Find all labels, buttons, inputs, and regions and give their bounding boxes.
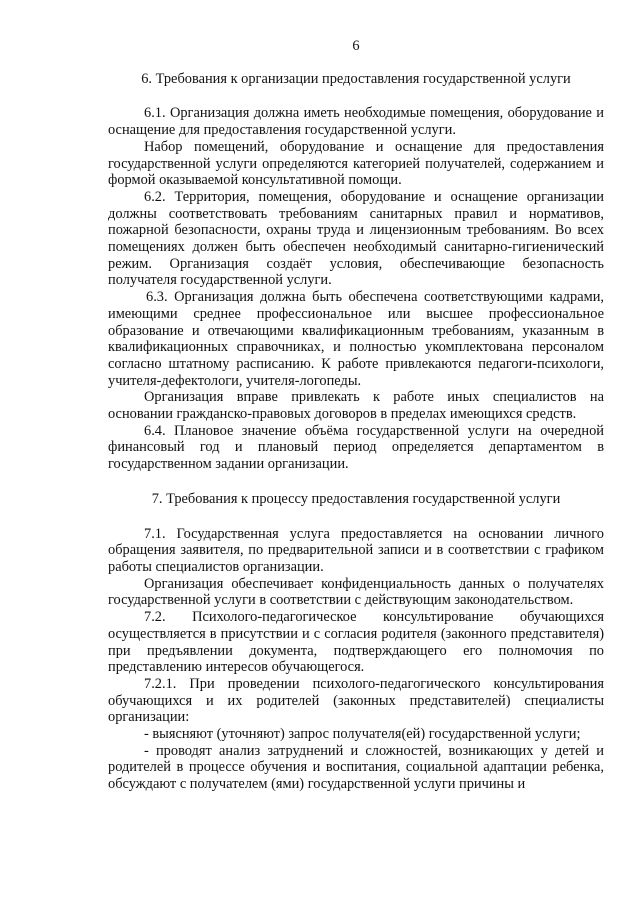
section-7-heading: 7. Требования к процессу предоставления государственной услуги (151, 490, 561, 507)
list-item-clarify-request: - выясняют (уточняют) запрос получателя(ей) государственной услуги; (144, 726, 581, 743)
page-number: 6 (352, 38, 360, 54)
paragraph-6-2: 6.2. Территория, помещения, оборудование и оснащение организации должны соответствовать требованиям санитарных правил и нормативов, пожарной безопасности, охраны труда и лицензионным требованиям. Во всех помещениях должен быть обеспечен необходимый санитарно-гигиенический режим. Организация создаёт условия, обеспечивающие безопасность получателя государственной услуги. (108, 188, 604, 289)
section-6-heading: 6. Требования к организации предоставления государственной услуги (141, 70, 571, 87)
paragraph-7-1-b: Организация обеспечивает конфиденциальность данных о получателях государственной услуги в соответствии с действующим законодательством. (108, 575, 604, 609)
paragraph-7-2-1: 7.2.1. При проведении психолого-педагогического консультирования обучающихся и их родителей (законных представителей) специалисты организации: (108, 675, 604, 726)
paragraph-7-1: 7.1. Государственная услуга предоставляется на основании личного обращения заявителя, по предварительной записи и в соответствии с графиком работы специалистов организации. (108, 525, 604, 575)
section-spacer (108, 473, 604, 491)
paragraph-6-1-b: Набор помещений, оборудование и оснащение для предоставления государственной услуги определяются категорией получателей, содержанием и формой оказываемой консультативной помощи. (108, 138, 604, 189)
paragraph-7-2: 7.2. Психолого-педагогическое консультирование обучающихся осуществляется в присутствии и с согласия родителя (законного представителя) при предъявлении документа, подтверждающего его полномочия по представлению интересов обучающегося. (108, 609, 604, 676)
paragraph-6-4: 6.4. Плановое значение объёма государственной услуги на очередной финансовый год и плановый период определяется департаментом в государственном задании организации. (108, 422, 604, 473)
paragraph-6-1: 6.1. Организация должна иметь необходимые помещения, оборудование и оснащение для предоставления государственной услуги. (108, 105, 604, 139)
paragraph-6-3-b: Организация вправе привлекать к работе иных специалистов на основании гражданско-правовых договоров в пределах имеющихся средств. (108, 389, 604, 423)
list-item-analysis: - проводят анализ затруднений и сложностей, возникающих у детей и родителей в процессе обучения и воспитания, социальной адаптации ребенка, обсуждают с получателем (ями) государственной услуги причины и (108, 742, 604, 793)
paragraph-6-3: 6.3. Организация должна быть обеспечена соответствующими кадрами, имеющими среднее профессиональное или высшее профессиональное образование и отвечающими квалификационным требованиям, указанным в квалификационных справочниках, и полностью укомплектована персоналом согласно штатному расписанию. К работе привлекаются педагоги-психологи, учителя-дефектологи, учителя-логопеды. (108, 289, 604, 389)
